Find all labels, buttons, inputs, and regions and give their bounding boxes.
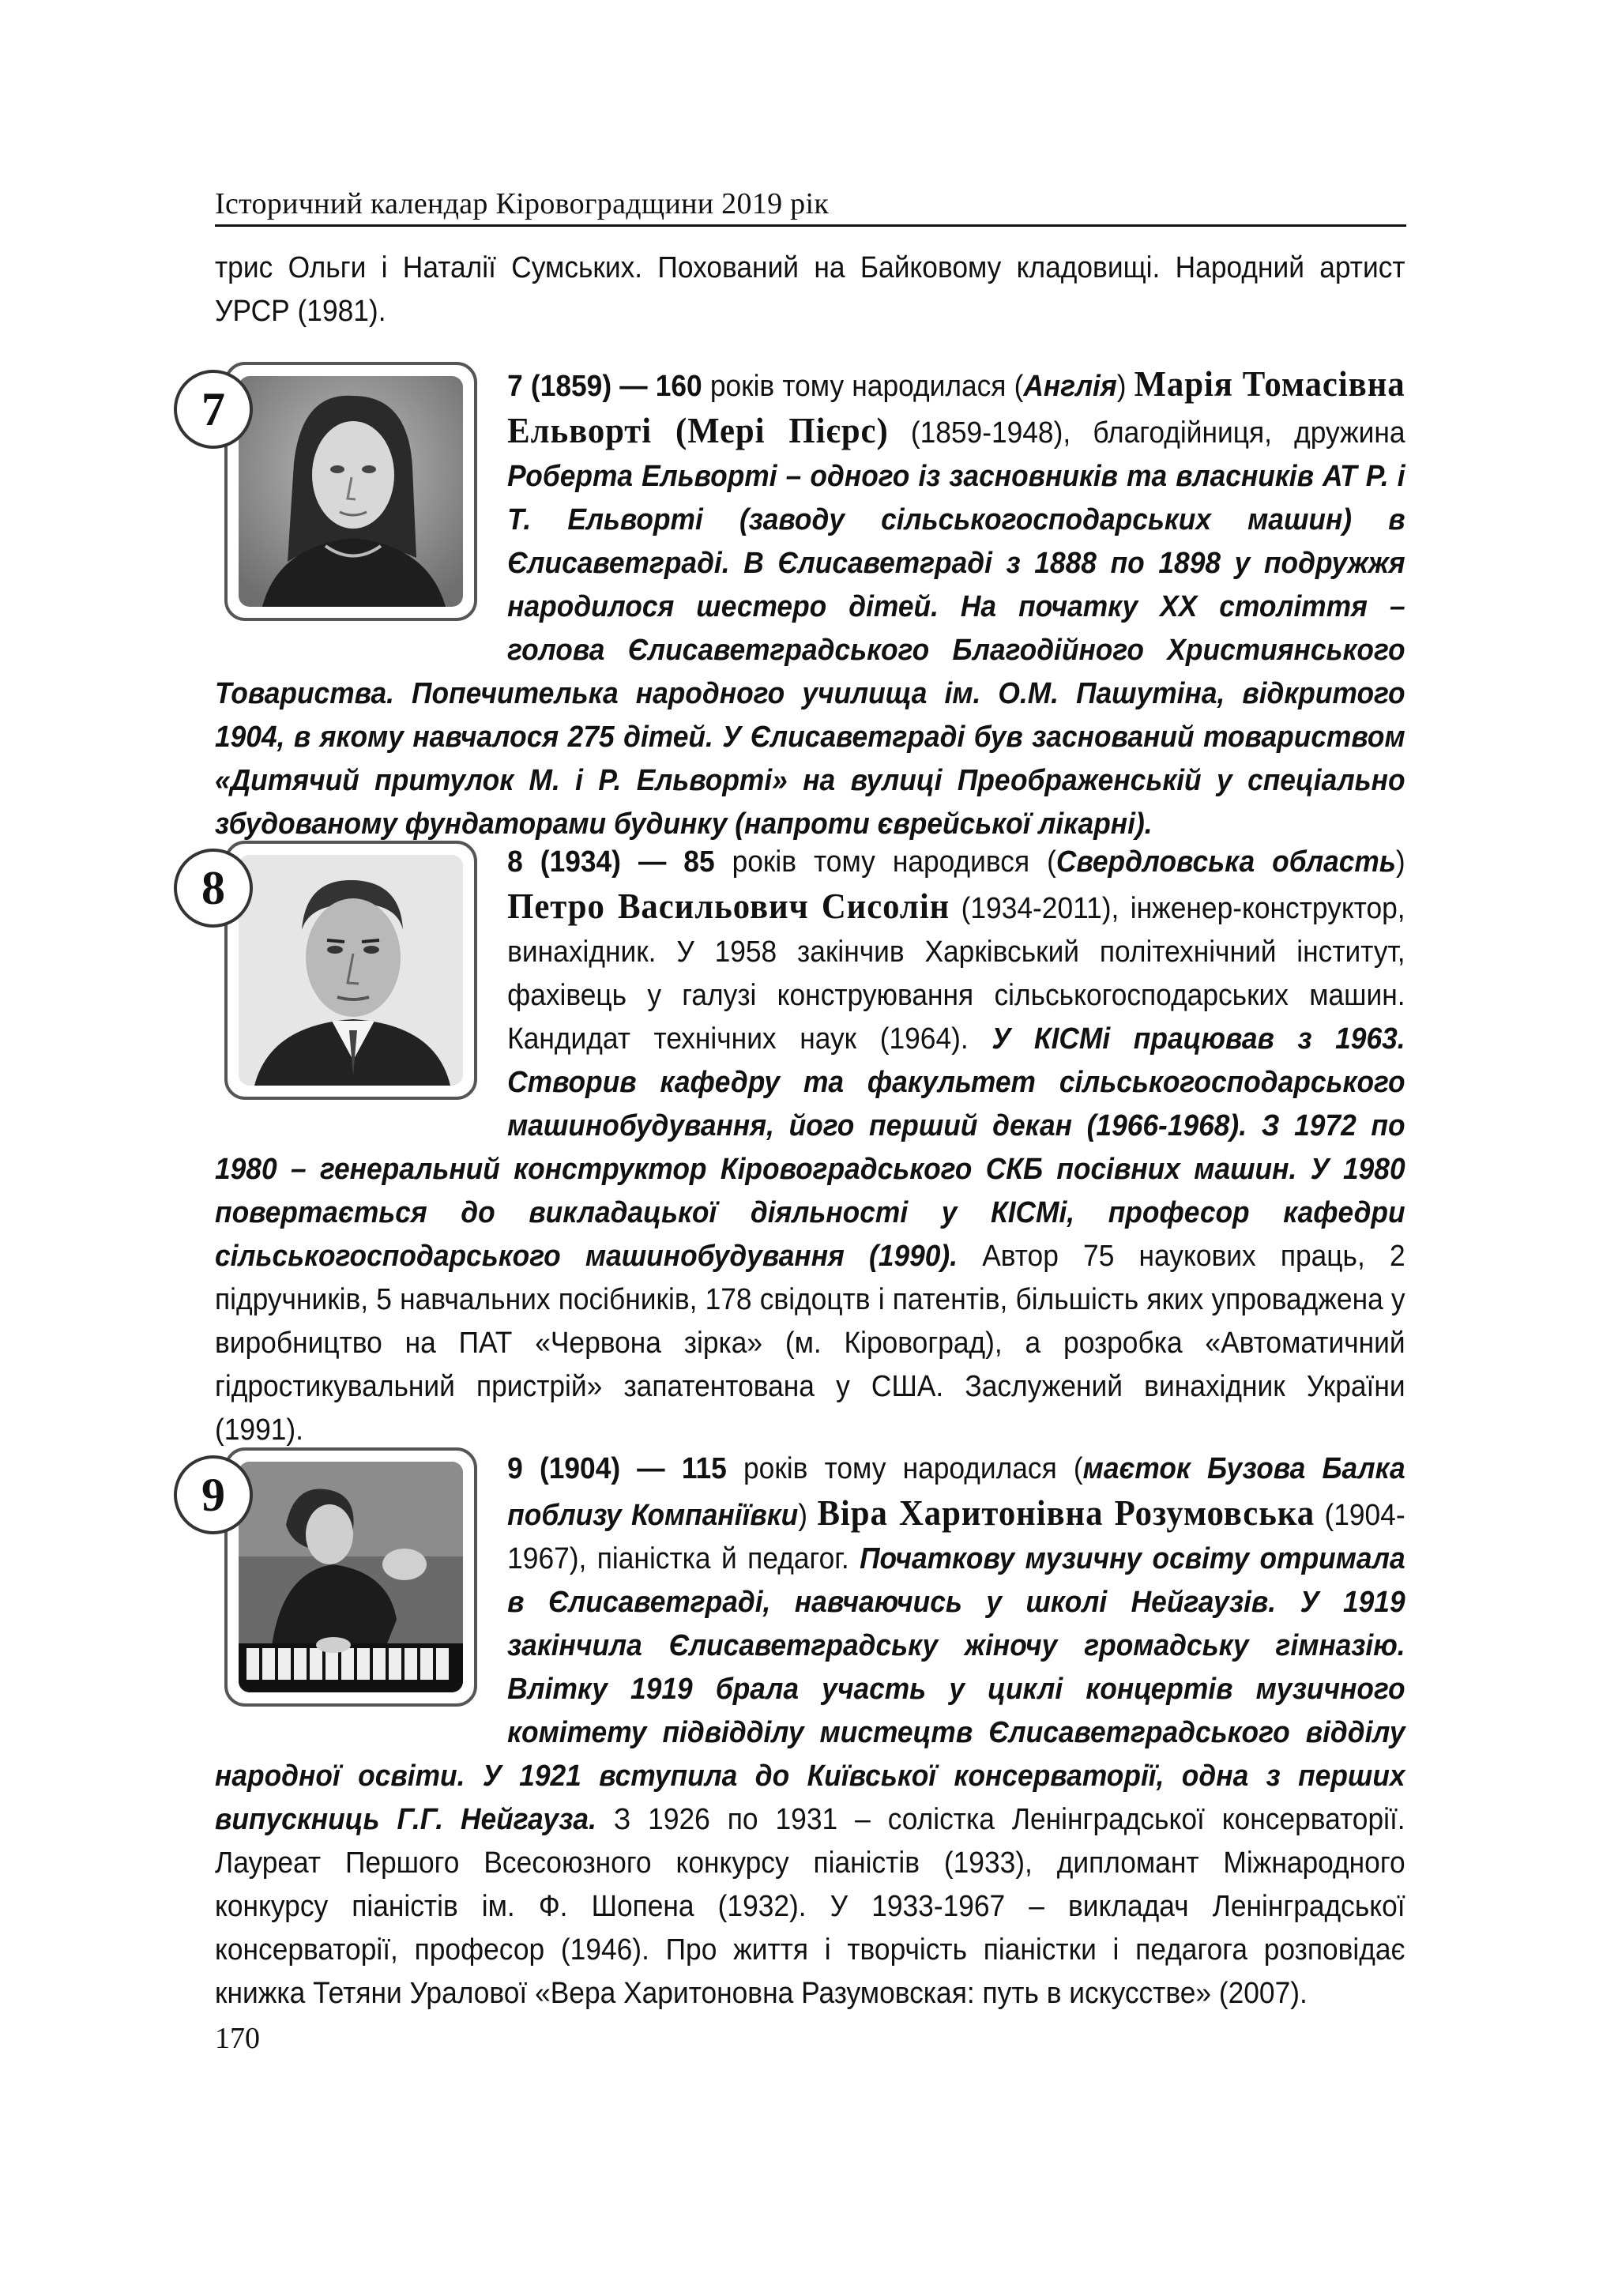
entry-text-run: років тому народилася ( <box>702 370 1024 403</box>
entry-emphasis: Роберта Ельворті – одного із засновників та власників АТ Р. і Т. Ельворті (заводу сільськогосподарських машин) в Єлисаветграді. В Єлисаветграді з 1888 по 1898 у подружжя народилося шестеро дітей. На початку XX століття – голова Єлисаветградського Благодійного Християнського Товариства. Попечителька народного училища ім. О.М. Пашутіна, відкритого 1904, в якому навчалося 275 дітей. У Єлисаветграді був заснований товариством «Дитячий притулок М. і Р. Ельворті» на вулиці Преображенській у спеціально збудованому фундаторами будинку (напроти єврейської лікарні). <box>215 460 1405 841</box>
entry-text-run: ) <box>798 1499 818 1532</box>
entry-text-run: ) <box>1116 370 1134 403</box>
entry-text-run: (1859-1948), благодійниця, дружина <box>888 416 1405 450</box>
entry-8 <box>201 841 1406 1452</box>
entry-person-name: Петро Васильович Сисолін <box>507 886 950 926</box>
entry-9 <box>201 1447 1406 2016</box>
entry-text-run: років тому народилася ( <box>726 1452 1083 1485</box>
entry-7 <box>201 362 1406 846</box>
entry-text <box>215 1447 1405 2016</box>
entry-text <box>215 841 1405 1452</box>
entry-person-name: Марія Томасівна Ельворті (Мері Пієрс) <box>507 363 1405 450</box>
entry-lead: 7 (1859) — 160 <box>507 370 702 403</box>
entry-emphasis: Початкову музичну освіту отримала в Єлисаветграді, навчаючись у школі Нейгаузів. У 1919 закінчила Єлисаветградську жіночу громадську гімназію. Влітку 1919 брала участь у циклі концертів музичного комітету підвідділу мистецтв Єлисаветградського відділу народної освіти. У 1921 вступила до Київської консерваторії, одна з перших випускниць Г.Г. Нейгауза. <box>215 1542 1405 1836</box>
entry-lead: 8 (1934) — 85 <box>507 845 715 879</box>
entry-place: Свердловська область <box>1055 845 1396 879</box>
entry-number-badge: 9 <box>174 1455 253 1534</box>
photo-spacer <box>215 1447 507 1716</box>
entry-text-run: років тому народився ( <box>714 845 1056 879</box>
entry-lead: 9 (1904) — 115 <box>507 1452 727 1485</box>
entry-place: Англія <box>1023 370 1117 403</box>
entry-text-run: (1904-1967), піаністка й педагог. <box>507 1499 1405 1575</box>
entry-number-badge: 8 <box>174 849 253 928</box>
entry-text-run: З 1926 по 1931 – солістка Ленінградської консерваторії. Лауреат Першого Всесоюзного конкурсу піаністів (1933), дипломант Міжнародного конкурсу піаністів ім. Ф. Шопена (1932). У 1933-1967 – викладач Ленінградської консерваторії, професор (1946). Про життя і творчість піаністки і педагога розповідає книжка Тетяни Уралової «Вера Харитоновна Разумовская: путь в искусстве» (2007). <box>215 1803 1405 2010</box>
entry-text <box>215 362 1405 846</box>
intro-paragraph <box>215 247 1406 333</box>
entry-text-run: (1934-2011), інженер-конструктор, винахідник. У 1958 закінчив Харківський політехнічний інститут, фахівець у галузі конструювання сільськогосподарських машин. Кандидат технічних наук (1964). <box>507 892 1405 1056</box>
entry-text-run: ) <box>1395 845 1405 879</box>
entry-person-name: Віра Харитонівна Розумовська <box>817 1492 1315 1533</box>
entry-number-badge: 7 <box>174 370 253 449</box>
page-number: 170 <box>215 2022 260 2055</box>
photo-spacer <box>215 362 507 630</box>
entry-text-run: Автор 75 наукових праць, 2 підручників, 5 навчальних посібників, 178 свідоцтв і патентів, більшість яких упроваджена у виробництво на ПАТ «Червона зірка» (м. Кіровоград), а розробка «Автоматичний гідростикувальний пристрій» запатентована у США. Заслужений винахідник України (1991). <box>215 1240 1405 1447</box>
running-header: Історичний календар Кіровоградщини 2019 рік <box>215 187 830 220</box>
entry-place: маєток Бузова Балка поблизу Компаніївки <box>507 1452 1405 1532</box>
header-divider <box>215 224 1406 227</box>
photo-spacer <box>215 841 507 1109</box>
entry-emphasis: У КІСМі працював з 1963. Створив кафедру та факультет сільськогосподарського машинобудування, його перший декан (1966-1968). З 1972 по 1980 – генеральний конструктор Кіровоградського СКБ посівних машин. У 1980 повертається до викладацької діяльності у КІСМі, професор кафедри сільськогосподарського машинобудування (1990). <box>215 1022 1405 1273</box>
intro-text: трис Ольги і Наталії Сумських. Похований на Байковому кладовищі. Народний артист УРСР (1981). <box>215 251 1405 328</box>
